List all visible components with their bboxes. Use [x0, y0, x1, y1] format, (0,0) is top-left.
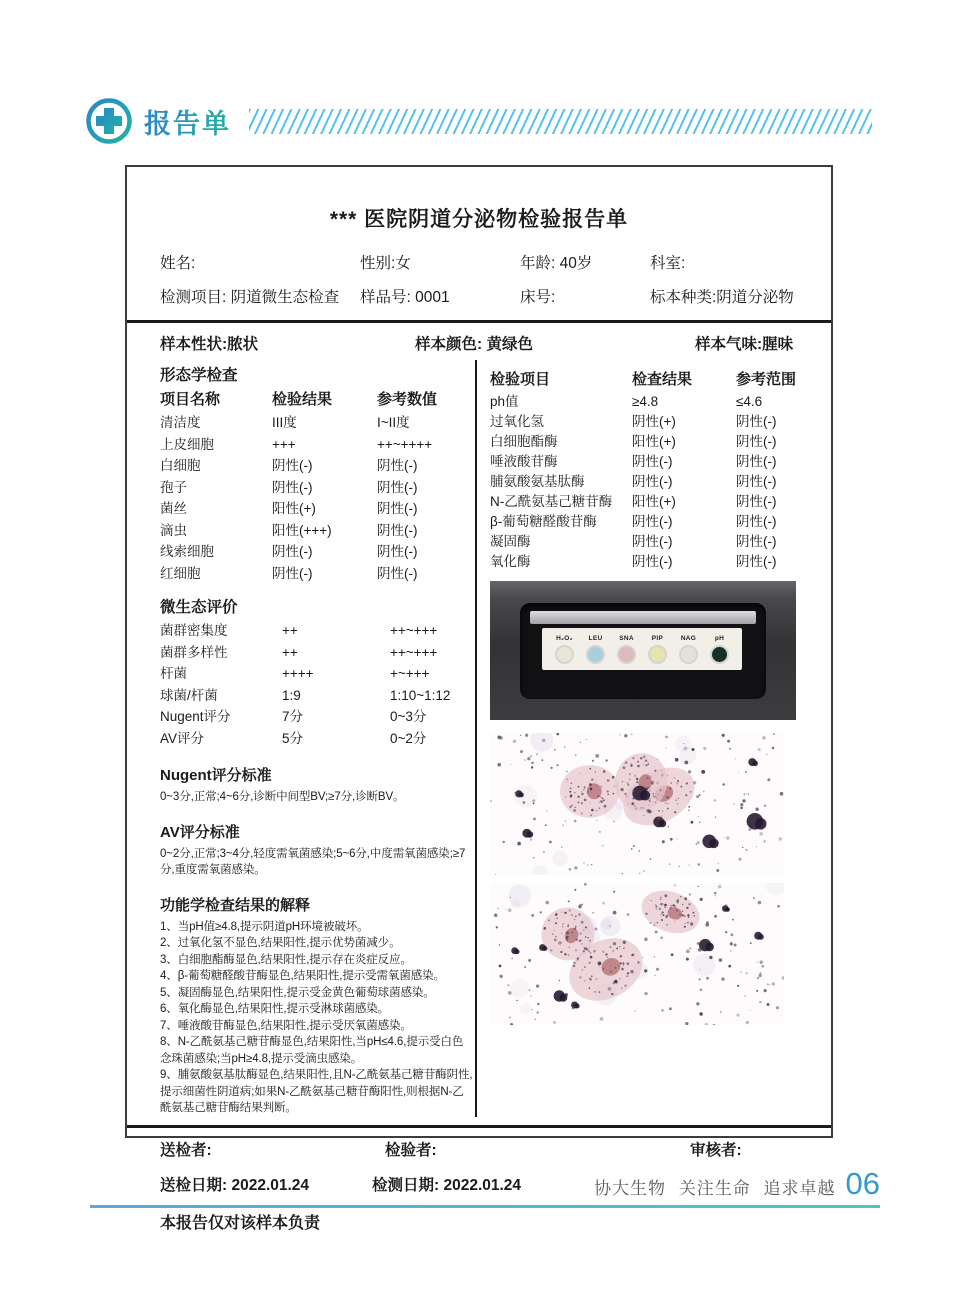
item-name: 唾液酸苷酶 [490, 454, 558, 469]
item-reference: 阴性(-) [736, 454, 777, 469]
test-strip-photo [490, 581, 796, 720]
item-result: 5分 [282, 730, 304, 746]
well-pad [617, 645, 636, 664]
left-column [127, 360, 475, 1117]
patient-info-row-2 [127, 287, 831, 308]
item-reference: 阴性(-) [736, 494, 777, 509]
column-header: 检验结果 [272, 391, 333, 408]
column-header: 参考数值 [377, 391, 438, 408]
strip-metal-bar [530, 611, 756, 624]
well-pad [648, 645, 667, 664]
item-name: ph值 [490, 394, 519, 409]
microecology-title: 微生态评价 [160, 599, 238, 616]
signer-row [127, 1140, 831, 1162]
microecology-table [160, 620, 473, 749]
av-standard-text: 0~2分,正常;3~4分,轻度需氧菌感染;5~6分,中度需氧菌感染;≥7分,重度需氧菌感染。 [160, 847, 466, 876]
item-name: 孢子 [160, 479, 187, 495]
strip-well [553, 635, 577, 664]
item-reference: 0~2分 [390, 730, 427, 746]
table-row [490, 512, 821, 532]
item-name: 白细胞酯酶 [490, 434, 558, 449]
table-row [490, 432, 821, 452]
divider-bottom [127, 1125, 831, 1128]
item-name: 白细胞 [160, 458, 201, 473]
strip-well [646, 635, 670, 664]
item-name: 球菌/杆菌 [160, 687, 218, 703]
nugent-standard-text: 0~3分,正常;4~6分,诊断中间型BV;≥7分,诊断BV。 [160, 791, 405, 803]
item-result: 阴性(-) [272, 458, 313, 473]
item-reference: 阴性(-) [377, 565, 418, 581]
info-field: 性别:女 [360, 255, 411, 272]
item-result: 阴性(-) [632, 454, 673, 469]
table-row [160, 728, 473, 750]
table-row [490, 392, 821, 412]
item-result: 阳性(+++) [272, 522, 332, 538]
item-result: ++ [282, 644, 298, 660]
well-label: pH [714, 634, 725, 642]
test-strip [542, 628, 742, 670]
table-row [160, 412, 473, 434]
table-row [160, 620, 473, 642]
sample-field: 样本性状:脓状 [160, 336, 259, 353]
info-field: 检测项目: 阴道微生态检查 [160, 289, 340, 306]
item-reference: 阴性(-) [736, 554, 777, 569]
column-header: 检验项目 [490, 371, 551, 388]
strip-well [708, 635, 732, 664]
item-result: ≥4.8 [632, 394, 659, 409]
well-label: H₂O₂ [556, 634, 573, 642]
item-name: 杆菌 [160, 666, 187, 681]
item-result: 阴性(-) [272, 565, 313, 581]
well-label: SNA [619, 634, 634, 642]
item-reference: 阴性(-) [377, 458, 418, 473]
sample-field: 样本气味:腥味 [695, 336, 794, 353]
table-row [160, 563, 473, 585]
item-reference: ++~+++ [390, 623, 438, 638]
item-result: ++ [282, 623, 298, 638]
table-row [160, 520, 473, 542]
micrograph-image-1 [490, 733, 784, 875]
item-name: 菌群密集度 [160, 623, 228, 638]
hatch-decoration [249, 109, 872, 134]
item-result: 阴性(+) [632, 414, 676, 429]
strip-recess [520, 603, 766, 699]
sample-info-row [127, 334, 831, 356]
interpretation-lines [160, 919, 473, 1117]
table-row [490, 472, 821, 492]
item-reference: 阴性(-) [377, 479, 418, 495]
table-row [160, 685, 473, 707]
nugent-standard-title: Nugent评分标准 [160, 767, 272, 784]
interpretation-title: 功能学检查结果的解释 [160, 896, 311, 914]
item-result: 阴性(-) [272, 479, 313, 495]
item-reference: 0~3分 [390, 709, 427, 724]
table-row [490, 412, 821, 432]
info-field: 年龄: 40岁 [520, 255, 593, 272]
item-name: 菌丝 [160, 501, 187, 516]
info-field: 标本种类:阴道分泌物 [650, 289, 794, 306]
morphology-title: 形态学检查 [160, 367, 238, 384]
item-reference: 阴性(-) [736, 474, 777, 489]
table-row [160, 642, 473, 664]
item-name: 上皮细胞 [160, 436, 214, 452]
item-name: AV评分 [160, 730, 205, 746]
item-name: 脯氨酸氨基肽酶 [490, 474, 585, 489]
item-result: 阳性(+) [632, 434, 676, 449]
interpretation-line: 8、N-乙酰氨基己糖苷酶显色,结果阳性,当pH≤4.6,提示受白色念珠菌感染;当pH≥4.8,提示受滴虫感染。 [160, 1036, 464, 1065]
item-result: 7分 [282, 709, 304, 724]
info-field: 样品号: 0001 [360, 289, 450, 306]
item-reference: 1:10~1:12 [390, 687, 451, 703]
well-pad [586, 645, 605, 664]
interpretation-line: 2、过氧化氢不显色,结果阳性,提示优势菌减少。 [160, 937, 401, 949]
interpretation-line: 1、当pH值≥4.8,提示阴道pH环境被破坏。 [160, 920, 369, 933]
patient-info-row-1 [127, 253, 831, 274]
item-name: β-葡萄糖醛酸苷酶 [490, 514, 597, 529]
table-row [160, 498, 473, 520]
item-result: 阳性(+) [632, 494, 676, 509]
signer-field: 检验者: [385, 1141, 437, 1159]
item-reference: 阴性(-) [736, 434, 777, 449]
item-name: 清洁度 [160, 415, 201, 430]
info-field: 姓名: [160, 255, 196, 272]
well-label: PIP [651, 634, 664, 642]
item-result: III度 [272, 415, 297, 430]
item-reference: ++~++++ [377, 436, 433, 452]
column-header: 项目名称 [160, 391, 221, 408]
chemistry-header [490, 368, 821, 392]
interpretation-line: 5、凝固酶显色,结果阳性,提示受金黄色葡萄球菌感染。 [160, 986, 435, 999]
item-reference: 阴性(-) [736, 514, 777, 529]
column-header: 检查结果 [632, 371, 693, 388]
item-result: ++++ [282, 666, 314, 681]
interpretation-line: 3、白细胞酯酶显色,结果阳性,提示存在炎症反应。 [160, 953, 412, 966]
interpretation-line: 9、脯氨酸氨基肽酶显色,结果阳性,且N-乙酰氨基己糖苷酶阴性,提示细菌性阴道病;如果N-乙酰氨基己糖苷酶阳性,则根据N-乙酰氨基己糖苷酶结果判断。 [160, 1069, 473, 1114]
page-header-title: 报告单 [144, 102, 231, 141]
item-reference: ≤4.6 [736, 394, 763, 409]
item-reference: 阴性(-) [736, 534, 777, 549]
table-row [160, 434, 473, 456]
strip-well [615, 635, 639, 664]
table-row [160, 455, 473, 477]
table-row [160, 706, 473, 728]
table-row [160, 541, 473, 563]
well-label: LEU [588, 634, 603, 642]
table-row [160, 663, 473, 685]
signer-field: 审核者: [690, 1141, 742, 1159]
item-result: 阴性(-) [272, 544, 313, 559]
chemistry-table [490, 368, 821, 572]
item-name: 滴虫 [160, 522, 187, 538]
item-reference: I~II度 [377, 415, 410, 430]
micrograph-image-2 [490, 883, 784, 1025]
item-result: 阴性(-) [632, 554, 673, 569]
well-pad [555, 645, 574, 664]
table-row [490, 492, 821, 512]
table-row [160, 477, 473, 499]
av-standard-title: AV评分标准 [160, 823, 240, 841]
column-header: 参考范围 [736, 371, 797, 388]
item-name: 凝固酶 [490, 534, 531, 549]
item-name: 线索细胞 [160, 544, 214, 559]
item-result: 阴性(-) [632, 534, 673, 549]
right-column [477, 360, 831, 1117]
date-field: 检测日期: 2022.01.24 [372, 1176, 522, 1194]
item-reference: +~+++ [390, 666, 430, 681]
signer-field: 送检者: [160, 1141, 212, 1159]
sample-field: 样本颜色: 黄绿色 [415, 336, 533, 353]
divider-top [127, 320, 831, 323]
item-name: Nugent评分 [160, 709, 231, 724]
morphology-header [160, 388, 473, 412]
item-result: 阳性(+) [272, 501, 316, 516]
info-field: 床号: [520, 289, 556, 306]
item-result: 1:9 [282, 687, 301, 703]
item-reference: 阴性(-) [736, 414, 777, 429]
well-pad [679, 645, 698, 664]
well-label: NAG [680, 634, 697, 642]
disclaimer: 本报告仅对该样本负责 [160, 1214, 321, 1232]
table-row [490, 532, 821, 552]
interpretation-line: 6、氧化酶显色,结果阳性,提示受淋球菌感染。 [160, 1003, 390, 1015]
item-result: +++ [272, 436, 296, 452]
strip-well [677, 635, 701, 664]
item-name: 氧化酶 [490, 554, 531, 569]
interpretation-line: 4、β-葡萄糖醛酸苷酶显色,结果阳性,提示受需氧菌感染。 [160, 970, 445, 982]
item-reference: 阴性(-) [377, 522, 418, 538]
page-header [86, 97, 872, 145]
item-reference: 阴性(-) [377, 544, 418, 559]
info-field: 科室: [650, 255, 686, 272]
page-number: 06 [845, 1166, 880, 1201]
item-result: 阴性(-) [632, 514, 673, 529]
item-result: 阴性(-) [632, 474, 673, 489]
medical-cross-icon [86, 98, 132, 144]
item-reference: ++~+++ [390, 644, 438, 660]
morphology-table [160, 388, 473, 584]
footer-slogan: 协大生物 关注生命 追求卓越 [594, 1179, 836, 1198]
footer-accent-line [90, 1205, 880, 1208]
date-field: 送检日期: 2022.01.24 [160, 1176, 310, 1194]
item-name: 菌群多样性 [160, 644, 228, 660]
item-reference: 阴性(-) [377, 501, 418, 516]
report-columns [127, 360, 831, 1117]
item-name: 过氧化氢 [490, 414, 544, 429]
table-row [490, 452, 821, 472]
well-pad [710, 645, 729, 664]
report-title: *** 医院阴道分泌物检验报告单 [329, 208, 629, 231]
item-name: 红细胞 [160, 565, 201, 581]
page-footer [90, 1168, 880, 1208]
interpretation-line: 7、唾液酸苷酶显色,结果阳性,提示受厌氧菌感染。 [160, 1019, 412, 1032]
strip-well [584, 635, 608, 664]
table-row [490, 552, 821, 572]
item-name: N-乙酰氨基己糖苷酶 [490, 494, 613, 509]
